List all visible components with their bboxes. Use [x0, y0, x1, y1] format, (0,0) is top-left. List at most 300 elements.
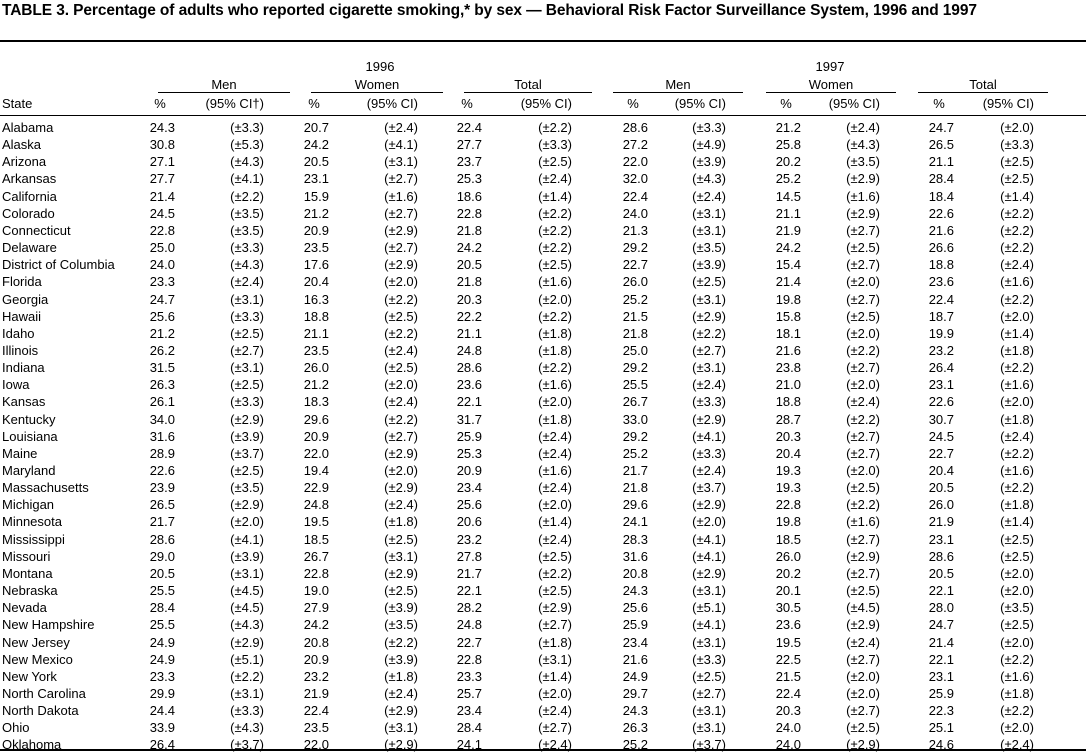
ci-value: (±2.5) — [1000, 617, 1034, 633]
pct-value: 28.0 — [928, 600, 954, 616]
pct-value: 22.8 — [149, 222, 175, 238]
ci-value: (±3.1) — [230, 685, 264, 701]
pct-value: 34.0 — [149, 411, 175, 427]
ci-value: (±4.5) — [846, 600, 880, 616]
ci-value: (±2.7) — [538, 617, 572, 633]
pct-value: 29.2 — [622, 360, 648, 376]
pct-value: 21.8 — [622, 480, 648, 496]
ci-value: (±2.0) — [1000, 394, 1034, 410]
pct-value: 21.7 — [149, 514, 175, 530]
ci-value: (±1.8) — [384, 514, 418, 530]
ci-value: (±1.8) — [538, 325, 572, 341]
pct-value: 22.4 — [928, 291, 954, 307]
pct-value: 20.5 — [928, 565, 954, 581]
pct-value: 24.0 — [775, 737, 801, 753]
pct-value: 18.7 — [928, 308, 954, 324]
pct-value: 24.0 — [149, 257, 175, 273]
ci-value: (±2.2) — [538, 120, 572, 135]
ci-value: (±2.0) — [384, 377, 418, 393]
pct-value: 21.3 — [622, 222, 648, 238]
ci-value: (±2.7) — [846, 222, 880, 238]
state-name: Montana — [2, 565, 53, 581]
pct-value: 21.0 — [775, 377, 801, 393]
ci-value: (±2.4) — [384, 342, 418, 358]
pct-value: 22.9 — [303, 480, 329, 496]
ci-value: (±3.3) — [230, 703, 264, 719]
ci-value: (±3.1) — [230, 291, 264, 307]
ci-value: (±2.9) — [384, 565, 418, 581]
pct-value: 33.9 — [149, 720, 175, 736]
column-header-ci: (95% CI) — [828, 96, 880, 111]
ci-value: (±2.4) — [846, 394, 880, 410]
ci-value: (±3.1) — [692, 720, 726, 736]
pct-value: 24.9 — [149, 651, 175, 667]
column-header-ci: (95% CI) — [366, 96, 418, 111]
pct-value: 23.6 — [928, 274, 954, 290]
group-header-total-1997: Total — [969, 77, 997, 92]
ci-value: (±3.1) — [692, 291, 726, 307]
group-header-men-1996: Men — [211, 77, 237, 92]
ci-value: (±2.4) — [384, 120, 418, 135]
pct-value: 20.5 — [303, 154, 329, 170]
state-name: New Hampshire — [2, 617, 95, 633]
pct-value: 24.8 — [456, 617, 482, 633]
ci-value: (±3.7) — [230, 445, 264, 461]
ci-value: (±2.2) — [384, 325, 418, 341]
pct-value: 29.2 — [622, 428, 648, 444]
ci-value: (±2.5) — [384, 531, 418, 547]
pct-value: 21.5 — [622, 308, 648, 324]
pct-value: 31.6 — [149, 428, 175, 444]
state-name: Hawaii — [2, 308, 42, 324]
ci-value: (±2.9) — [846, 737, 880, 753]
ci-value: (±2.5) — [1000, 171, 1034, 187]
ci-value: (±4.5) — [230, 583, 264, 599]
ci-value: (±3.1) — [230, 565, 264, 581]
ci-value: (±1.6) — [538, 463, 572, 478]
ci-value: (±2.9) — [846, 617, 880, 633]
ci-value: (±2.7) — [846, 445, 880, 461]
ci-value: (±3.5) — [230, 205, 264, 221]
ci-value: (±2.5) — [846, 480, 880, 496]
pct-value: 19.4 — [303, 463, 329, 478]
column-header-ci: (95% CI) — [520, 96, 572, 111]
ci-value: (±3.5) — [230, 222, 264, 238]
ci-value: (±2.2) — [692, 325, 726, 341]
pct-value: 24.8 — [456, 342, 482, 358]
ci-value: (±2.7) — [692, 342, 726, 358]
ci-value: (±4.1) — [692, 548, 726, 564]
ci-value: (±2.0) — [846, 274, 880, 290]
ci-value: (±1.8) — [538, 411, 572, 427]
pct-value: 21.5 — [775, 668, 801, 684]
pct-value: 22.6 — [928, 205, 954, 221]
group-header-men-1997: Men — [665, 77, 691, 92]
pct-value: 26.5 — [149, 497, 175, 513]
state-name: Indiana — [2, 360, 45, 376]
state-name: Illinois — [2, 342, 39, 358]
ci-value: (±2.9) — [692, 565, 726, 581]
pct-value: 26.7 — [303, 548, 329, 564]
pct-value: 28.2 — [456, 600, 482, 616]
state-name: Idaho — [2, 325, 35, 341]
pct-value: 18.3 — [303, 394, 329, 410]
pct-value: 25.7 — [456, 685, 482, 701]
pct-value: 26.3 — [149, 377, 175, 393]
ci-value: (±2.0) — [846, 377, 880, 393]
pct-value: 27.7 — [456, 137, 482, 153]
pct-value: 14.5 — [775, 188, 801, 204]
ci-value: (±2.2) — [384, 411, 418, 427]
pct-value: 17.6 — [303, 257, 329, 273]
pct-value: 33.0 — [622, 411, 648, 427]
state-name: Mississippi — [2, 531, 65, 547]
column-header-pct: % — [627, 96, 639, 111]
pct-value: 24.7 — [928, 617, 954, 633]
ci-value: (±1.6) — [1000, 274, 1034, 290]
ci-value: (±2.5) — [538, 154, 572, 170]
pct-value: 27.7 — [149, 171, 175, 187]
pct-value: 23.3 — [149, 668, 175, 684]
column-header-pct: % — [933, 96, 945, 111]
year-header-1997: 1997 — [815, 59, 845, 74]
pct-value: 22.0 — [303, 737, 329, 753]
pct-value: 25.9 — [456, 428, 482, 444]
pct-value: 25.3 — [456, 171, 482, 187]
pct-value: 29.6 — [622, 497, 648, 513]
pct-value: 26.6 — [928, 240, 954, 256]
ci-value: (±2.5) — [1000, 531, 1034, 547]
ci-value: (±2.0) — [1000, 565, 1034, 581]
state-name: Alabama — [2, 120, 54, 135]
ci-value: (±1.6) — [384, 188, 418, 204]
state-name: Missouri — [2, 548, 51, 564]
ci-value: (±2.5) — [538, 583, 572, 599]
ci-value: (±2.4) — [846, 120, 880, 135]
pct-value: 29.2 — [622, 240, 648, 256]
pct-value: 25.9 — [928, 685, 954, 701]
ci-value: (±2.5) — [384, 360, 418, 376]
pct-value: 20.4 — [775, 445, 801, 461]
ci-value: (±1.6) — [1000, 377, 1034, 393]
pct-value: 23.1 — [303, 171, 329, 187]
pct-value: 21.4 — [928, 634, 954, 650]
pct-value: 22.7 — [456, 634, 482, 650]
ci-value: (±2.2) — [384, 634, 418, 650]
pct-value: 15.8 — [775, 308, 801, 324]
pct-value: 23.4 — [456, 703, 482, 719]
ci-value: (±4.3) — [846, 137, 880, 153]
pct-value: 23.5 — [303, 240, 329, 256]
ci-value: (±2.4) — [230, 274, 264, 290]
pct-value: 23.1 — [928, 377, 954, 393]
ci-value: (±2.5) — [846, 720, 880, 736]
pct-value: 24.2 — [456, 240, 482, 256]
pct-value: 22.1 — [456, 583, 482, 599]
ci-value: (±3.1) — [692, 360, 726, 376]
pct-value: 26.4 — [928, 360, 954, 376]
ci-value: (±2.7) — [384, 205, 418, 221]
state-name: Kentucky — [2, 411, 56, 427]
pct-value: 24.7 — [149, 291, 175, 307]
state-name: North Carolina — [2, 685, 86, 701]
pct-value: 15.4 — [775, 257, 801, 273]
pct-value: 21.6 — [775, 342, 801, 358]
ci-value: (±2.5) — [846, 583, 880, 599]
ci-value: (±2.0) — [538, 291, 572, 307]
ci-value: (±3.3) — [230, 394, 264, 410]
pct-value: 19.8 — [775, 291, 801, 307]
ci-value: (±2.9) — [384, 480, 418, 496]
ci-value: (±2.0) — [538, 394, 572, 410]
pct-value: 21.4 — [775, 274, 801, 290]
pct-value: 22.2 — [456, 308, 482, 324]
pct-value: 25.2 — [622, 737, 648, 753]
ci-value: (±3.5) — [846, 154, 880, 170]
ci-value: (±2.4) — [1000, 257, 1034, 273]
ci-value: (±2.4) — [692, 463, 726, 478]
pct-value: 18.6 — [456, 188, 482, 204]
ci-value: (±2.9) — [384, 703, 418, 719]
ci-value: (±2.2) — [538, 240, 572, 256]
state-name: Kansas — [2, 394, 46, 410]
ci-value: (±1.4) — [538, 188, 572, 204]
pct-value: 24.2 — [303, 137, 329, 153]
ci-value: (±2.7) — [384, 428, 418, 444]
ci-value: (±2.9) — [692, 411, 726, 427]
pct-value: 22.5 — [775, 651, 801, 667]
pct-value: 20.9 — [303, 651, 329, 667]
ci-value: (±3.1) — [692, 634, 726, 650]
pct-value: 20.7 — [303, 120, 329, 135]
pct-value: 21.2 — [303, 377, 329, 393]
ci-value: (±4.3) — [230, 617, 264, 633]
pct-value: 21.9 — [775, 222, 801, 238]
column-header-pct: % — [308, 96, 320, 111]
pct-value: 18.8 — [303, 308, 329, 324]
ci-value: (±2.7) — [846, 651, 880, 667]
pct-value: 21.2 — [775, 120, 801, 135]
state-name: Louisiana — [2, 428, 58, 444]
ci-value: (±3.1) — [692, 222, 726, 238]
ci-value: (±2.9) — [384, 257, 418, 273]
ci-value: (±2.9) — [384, 222, 418, 238]
ci-value: (±1.4) — [1000, 514, 1034, 530]
pct-value: 22.8 — [456, 651, 482, 667]
ci-value: (±2.4) — [384, 497, 418, 513]
pct-value: 21.7 — [456, 565, 482, 581]
ci-value: (±5.1) — [692, 600, 726, 616]
pct-value: 28.6 — [456, 360, 482, 376]
ci-value: (±3.7) — [230, 737, 264, 753]
ci-value: (±2.0) — [384, 274, 418, 290]
pct-value: 19.5 — [303, 514, 329, 530]
ci-value: (±2.5) — [846, 308, 880, 324]
pct-value: 29.0 — [149, 548, 175, 564]
pct-value: 23.9 — [149, 480, 175, 496]
pct-value: 26.0 — [775, 548, 801, 564]
pct-value: 19.9 — [928, 325, 954, 341]
pct-value: 28.3 — [622, 531, 648, 547]
pct-value: 25.2 — [622, 291, 648, 307]
ci-value: (±4.1) — [230, 171, 264, 187]
state-name: Arizona — [2, 154, 47, 170]
pct-value: 19.3 — [775, 463, 801, 478]
pct-value: 21.9 — [303, 685, 329, 701]
ci-value: (±2.2) — [1000, 291, 1034, 307]
pct-value: 25.6 — [456, 497, 482, 513]
ci-value: (±2.0) — [1000, 120, 1034, 135]
pct-value: 24.0 — [622, 205, 648, 221]
pct-value: 20.8 — [303, 634, 329, 650]
ci-value: (±2.0) — [846, 668, 880, 684]
ci-value: (±2.0) — [1000, 583, 1034, 599]
ci-value: (±2.0) — [1000, 308, 1034, 324]
ci-value: (±2.9) — [230, 497, 264, 513]
ci-value: (±3.1) — [538, 651, 572, 667]
state-name: Nevada — [2, 600, 47, 616]
ci-value: (±3.1) — [692, 583, 726, 599]
pct-value: 29.9 — [149, 685, 175, 701]
ci-value: (±3.9) — [230, 428, 264, 444]
group-header-total-1996: Total — [514, 77, 542, 92]
ci-value: (±3.9) — [384, 600, 418, 616]
ci-value: (±2.2) — [1000, 651, 1034, 667]
ci-value: (±4.9) — [692, 137, 726, 153]
state-name: Minnesota — [2, 514, 62, 530]
state-name: California — [2, 188, 57, 204]
title-rule — [0, 40, 1086, 42]
ci-value: (±1.6) — [538, 377, 572, 393]
pct-value: 16.3 — [303, 291, 329, 307]
ci-value: (±2.4) — [538, 531, 572, 547]
ci-value: (±4.1) — [384, 137, 418, 153]
ci-value: (±2.5) — [846, 240, 880, 256]
ci-value: (±2.2) — [538, 205, 572, 221]
group-header-women-1996: Women — [354, 77, 400, 92]
state-name: Oklahoma — [2, 737, 62, 753]
pct-value: 21.1 — [456, 325, 482, 341]
pct-value: 18.8 — [928, 257, 954, 273]
ci-value: (±1.8) — [1000, 411, 1034, 427]
ci-value: (±2.9) — [538, 600, 572, 616]
ci-value: (±3.1) — [692, 703, 726, 719]
pct-value: 22.0 — [622, 154, 648, 170]
ci-value: (±3.9) — [692, 257, 726, 273]
pct-value: 23.3 — [149, 274, 175, 290]
state-name: New Jersey — [2, 634, 70, 650]
pct-value: 31.6 — [622, 548, 648, 564]
pct-value: 22.0 — [303, 445, 329, 461]
pct-value: 25.5 — [149, 583, 175, 599]
ci-value: (±2.0) — [538, 497, 572, 513]
pct-value: 25.0 — [149, 240, 175, 256]
pct-value: 21.8 — [622, 325, 648, 341]
ci-value: (±2.5) — [230, 377, 264, 393]
ci-value: (±1.6) — [538, 274, 572, 290]
ci-value: (±2.7) — [846, 703, 880, 719]
column-header-ci: (95% CI†) — [205, 96, 264, 111]
pct-value: 26.0 — [622, 274, 648, 290]
ci-value: (±3.5) — [692, 240, 726, 256]
pct-value: 24.3 — [149, 120, 175, 135]
pct-value: 24.8 — [303, 497, 329, 513]
ci-value: (±2.5) — [230, 325, 264, 341]
ci-value: (±2.7) — [538, 720, 572, 736]
ci-value: (±2.9) — [846, 548, 880, 564]
pct-value: 26.3 — [622, 720, 648, 736]
ci-value: (±1.8) — [1000, 685, 1034, 701]
ci-value: (±2.2) — [538, 565, 572, 581]
ci-value: (±3.7) — [692, 737, 726, 753]
pct-value: 19.0 — [303, 583, 329, 599]
pct-value: 22.1 — [928, 583, 954, 599]
ci-value: (±1.8) — [384, 668, 418, 684]
pct-value: 31.7 — [456, 411, 482, 427]
pct-value: 22.7 — [928, 445, 954, 461]
ci-value: (±1.4) — [1000, 188, 1034, 204]
column-header-state: State — [2, 96, 33, 111]
ci-value: (±2.2) — [1000, 360, 1034, 376]
ci-value: (±2.2) — [1000, 240, 1034, 256]
pct-value: 24.9 — [149, 634, 175, 650]
state-name: Nebraska — [2, 583, 58, 599]
pct-value: 21.7 — [622, 463, 648, 478]
ci-value: (±2.4) — [1000, 737, 1034, 753]
ci-value: (±1.4) — [538, 668, 572, 684]
column-header-pct: % — [780, 96, 792, 111]
pct-value: 24.7 — [928, 120, 954, 135]
ci-value: (±3.3) — [692, 651, 726, 667]
pct-value: 18.4 — [928, 188, 954, 204]
ci-value: (±3.3) — [1000, 137, 1034, 153]
ci-value: (±2.5) — [384, 583, 418, 599]
pct-value: 26.0 — [303, 360, 329, 376]
ci-value: (±2.5) — [1000, 548, 1034, 564]
ci-value: (±1.6) — [846, 514, 880, 530]
pct-value: 22.8 — [456, 205, 482, 221]
ci-value: (±3.5) — [1000, 600, 1034, 616]
ci-value: (±2.4) — [1000, 428, 1034, 444]
pct-value: 19.3 — [775, 480, 801, 496]
pct-value: 28.6 — [149, 531, 175, 547]
pct-value: 29.6 — [303, 411, 329, 427]
ci-value: (±2.9) — [692, 497, 726, 513]
pct-value: 23.5 — [303, 342, 329, 358]
pct-value: 22.8 — [775, 497, 801, 513]
ci-value: (±2.2) — [1000, 445, 1034, 461]
pct-value: 21.2 — [303, 205, 329, 221]
pct-value: 24.3 — [622, 583, 648, 599]
ci-value: (±2.9) — [384, 445, 418, 461]
pct-value: 24.9 — [622, 668, 648, 684]
ci-value: (±3.1) — [230, 360, 264, 376]
pct-value: 24.0 — [775, 720, 801, 736]
ci-value: (±2.0) — [538, 685, 572, 701]
ci-value: (±2.4) — [846, 634, 880, 650]
ci-value: (±2.5) — [230, 463, 264, 478]
ci-value: (±4.1) — [692, 617, 726, 633]
ci-value: (±2.0) — [692, 514, 726, 530]
ci-value: (±2.4) — [692, 188, 726, 204]
pct-value: 20.8 — [622, 565, 648, 581]
year-header-1996: 1996 — [365, 59, 395, 74]
pct-value: 28.6 — [622, 120, 648, 135]
ci-value: (±3.5) — [230, 480, 264, 496]
pct-value: 26.2 — [149, 342, 175, 358]
ci-value: (±3.9) — [692, 154, 726, 170]
ci-value: (±3.3) — [538, 137, 572, 153]
